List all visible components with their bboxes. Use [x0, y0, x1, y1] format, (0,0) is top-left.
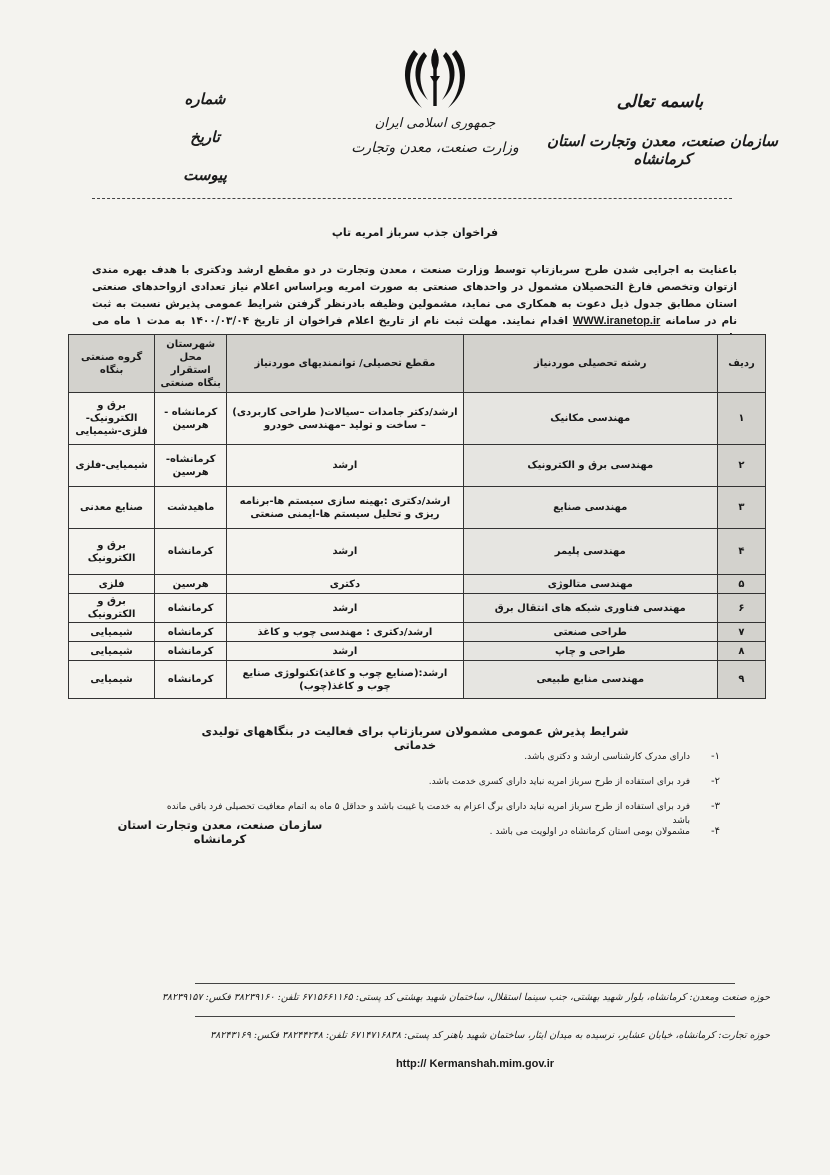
cell-group: فلزی: [69, 575, 155, 594]
cell-city: کرمانشاه: [155, 661, 227, 699]
gov-name-line1: جمهوری اسلامی ایران: [374, 116, 496, 131]
cell-group: برق و الکترونیک: [69, 529, 155, 575]
condition-number: ۳-: [711, 801, 720, 812]
table-row: [69, 393, 766, 445]
footer-divider: [195, 983, 735, 984]
document-title: فراخوان جذب سرباز امریه تاپ: [331, 226, 499, 239]
cell-field: مهندسی فناوری شبکه های انتقال برق: [463, 594, 717, 623]
condition-text: فرد برای استفاده از طرح سرباز امریه نباید دارای برگ اعزام به خدمت یا غیبت باشد و حداقل ۵ ماه به اتمام معافیت تحصیلی فرد باقی مانده باشد: [166, 802, 690, 826]
cell-level: ارشد/دکتر جامدات –سیالات( طراحی کاربردی) – ساخت و تولید –مهندسی خودرو: [227, 393, 463, 445]
cell-row-number: ۶: [717, 594, 765, 623]
cell-level: ارشد/دکتری :بهینه سازی سیستم ها-برنامه ریزی و تحلیل سیستم ها-ایمنی صنعتی: [227, 487, 463, 529]
condition-number: ۱-: [711, 751, 720, 762]
table-row: [69, 623, 766, 642]
cell-group: شیمیایی: [69, 661, 155, 699]
cell-city: کرمانشاه: [155, 529, 227, 575]
condition-item: [150, 750, 720, 775]
cell-row-number: ۸: [717, 642, 765, 661]
signature-organization: سازمان صنعت، معدن وتجارت استان کرمانشاه: [117, 818, 323, 846]
cell-row-number: ۳: [717, 487, 765, 529]
table-row: [69, 594, 766, 623]
cell-field: مهندسی صنایع: [463, 487, 717, 529]
website-link[interactable]: WWW.iranetop.ir: [572, 315, 661, 327]
table-row: [69, 661, 766, 699]
cell-level: ارشد: [227, 445, 463, 487]
cell-field: مهندسی مکانیک: [463, 393, 717, 445]
cell-row-number: ۱: [717, 393, 765, 445]
cell-city: کرمانشاه: [155, 642, 227, 661]
cell-group: شیمیایی: [69, 623, 155, 642]
cell-group: برق و الکترونیک: [69, 594, 155, 623]
footer-divider: [195, 1016, 735, 1017]
table-row: [69, 575, 766, 594]
cell-field: مهندسی منابع طبیعی: [463, 661, 717, 699]
cell-level: دکتری: [227, 575, 463, 594]
header-row-number: ردیف: [717, 335, 765, 393]
cell-level: ارشد:(صنایع چوب و کاغذ)تکنولوژی صنایع چوب و کاغذ(چوب): [227, 661, 463, 699]
condition-number: ۴-: [711, 826, 720, 837]
cell-row-number: ۲: [717, 445, 765, 487]
footer-address-trade: حوزه تجارت: کرمانشاه، خیابان عشایر، نرسیده به میدان ایثار، ساختمان شهید باهنر کد پستی: ۶۷۱۴۷۱۶۸۳۸ تلفن: ۳۸۲۴۴۲۴۸ فکس: ۳۸۲۴۳۱۶۹: [210, 1030, 770, 1041]
cell-city: کرمانشاه- هرسین: [155, 445, 227, 487]
cell-level: ارشد: [227, 529, 463, 575]
cell-field: مهندسی برق و الکترونیک: [463, 445, 717, 487]
header-city: شهرستان محل استقرار بنگاه صنعتی: [155, 335, 227, 393]
header-field: رشته تحصیلی موردنیاز: [463, 335, 717, 393]
footer-address-industry: حوزه صنعت ومعدن: کرمانشاه، بلوار شهید بهشتی، جنب سینما استقلال، ساختمان شهید بهشتی کد پستی: ۶۷۱۵۶۶۱۱۶۵ تلفن: ۳۸۲۳۹۱۶۰ فکس: ۳۸۲۳۹۱۵۷: [161, 992, 770, 1003]
cell-level: ارشد: [227, 594, 463, 623]
iran-emblem-icon: [400, 42, 470, 114]
meta-number-label: شماره: [184, 90, 226, 108]
cell-city: هرسین: [155, 575, 227, 594]
header-divider: [92, 198, 732, 199]
cell-row-number: ۵: [717, 575, 765, 594]
header-level: مقطع تحصیلی/ توانمندیهای موردنیاز: [227, 335, 463, 393]
cell-group: شیمیایی-فلزی: [69, 445, 155, 487]
table-row: [69, 529, 766, 575]
cell-city: ماهیدشت: [155, 487, 227, 529]
meta-date-label: تاریخ: [190, 128, 220, 146]
bismillah: باسمه تعالی: [616, 92, 704, 112]
footer-website-link[interactable]: http:// Kermanshah.mim.gov.ir: [395, 1058, 555, 1070]
condition-number: ۲-: [711, 776, 720, 787]
table-row: [69, 642, 766, 661]
conditions-title: شرایط پذیرش عمومی مشمولان سربازتاپ برای فعالیت در بنگاههای تولیدی خدماتی: [201, 724, 629, 752]
cell-group: صنایع معدنی: [69, 487, 155, 529]
intro-text-after: اقدام نمایند. مهلت ثبت نام از تاریخ اعلام فراخوان از تاریخ ۱۴۰۰/۰۳/۰۴ به مدت ۱ ماه می: [92, 315, 568, 327]
cell-group: شیمیایی: [69, 642, 155, 661]
cell-row-number: ۴: [717, 529, 765, 575]
cell-field: طراحی صنعتی: [463, 623, 717, 642]
condition-text: فرد برای استفاده از طرح سرباز امریه نباید دارای کسری خدمت باشد.: [428, 777, 690, 787]
table-header-row: [69, 335, 766, 393]
organization-title: سازمان صنعت، معدن وتجارت استان کرمانشاه: [546, 132, 778, 168]
cell-field: طراحی و چاپ: [463, 642, 717, 661]
condition-text: دارای مدرک کارشناسی ارشد و دکتری باشد.: [524, 752, 690, 762]
letter-meta: [170, 80, 240, 194]
cell-row-number: ۷: [717, 623, 765, 642]
cell-group: برق و الکترونیک- فلزی-شیمیایی: [69, 393, 155, 445]
cell-level: ارشد: [227, 642, 463, 661]
cell-field: مهندسی متالوژی: [463, 575, 717, 594]
table-row: [69, 487, 766, 529]
cell-level: ارشد/دکتری : مهندسی چوب و کاغذ: [227, 623, 463, 642]
ministry-name: وزارت صنعت، معدن وتجارت: [351, 140, 519, 156]
condition-text: مشمولان بومی استان کرمانشاه در اولویت می باشد .: [489, 827, 690, 837]
cell-field: مهندسی پلیمر: [463, 529, 717, 575]
cell-row-number: ۹: [717, 661, 765, 699]
cell-city: کرمانشاه - هرسین: [155, 393, 227, 445]
table-row: [69, 445, 766, 487]
header-group: گروه صنعتی بنگاه: [69, 335, 155, 393]
intro-text: باعنایت به اجرایی شدن طرح سربازتاپ توسط وزارت صنعت ، معدن وتجارت در دو مقطع ارشد ودکتری با هدف بهره مندی ازتوان وتخصص فارغ التحصیلان مشمول در واحدهای صنعتی به صورت امریه وبراساس اعلام نیاز تعدادی ازواحدهای صنعتی استان مطابق جدول ذیل دعوت به همکاری می نماید، مشمولین وظیفه بادرنظر گرفتن شرایط عمومی پذیرش نسبت به ثبت نام در سامانه: [92, 264, 738, 327]
cell-city: کرمانشاه: [155, 594, 227, 623]
condition-item: [150, 775, 720, 800]
cell-city: کرمانشاه: [155, 623, 227, 642]
meta-attachment-label: پیوست: [183, 166, 227, 184]
requirements-table: [68, 334, 766, 699]
